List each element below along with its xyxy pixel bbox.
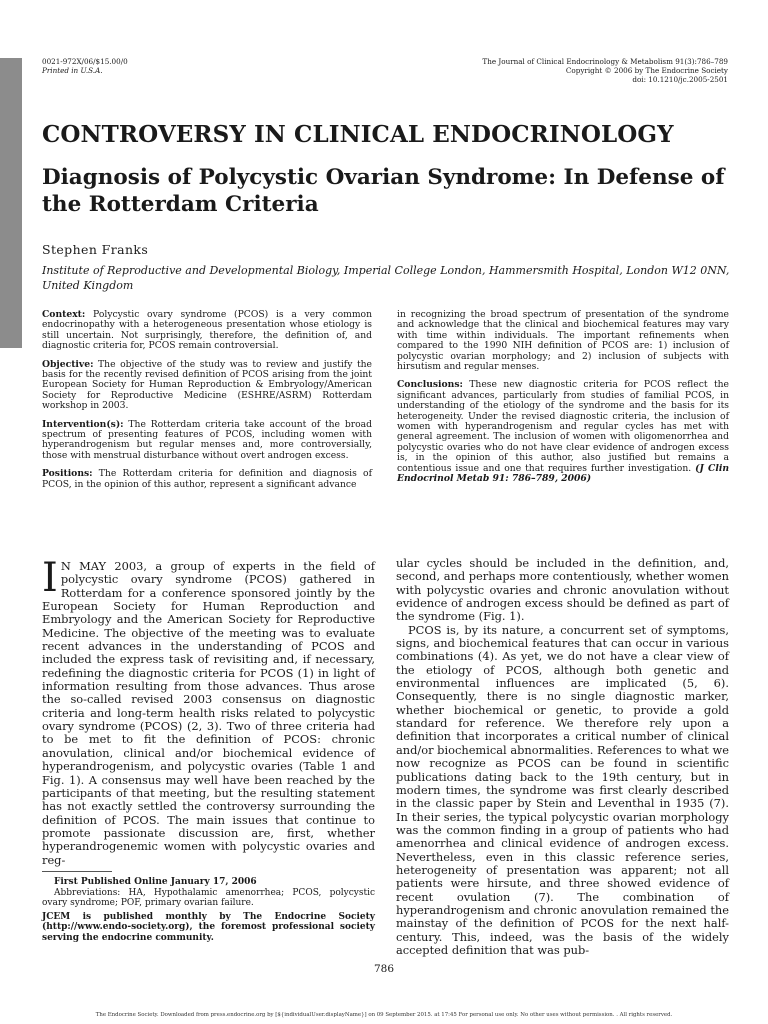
header-left — [42, 57, 128, 75]
section-title: CONTROVERSY IN CLINICAL ENDOCRINOLOGY — [42, 121, 674, 148]
journal-citation: (J Clin Endocrinol Metab 91: 786–789, 2006) — [397, 462, 729, 485]
download-notice: The Endocrine Society. Downloaded from press.endocrine.org by [${individualUser.displayName}] on 09 September 2015. at 17:45 For personal use only. No other uses without permission. . All rights reserved. — [95, 1012, 673, 1018]
published-online-note: First Published Online January 17, 2006 — [54, 877, 257, 887]
abstract-context — [42, 310, 372, 352]
abstract-positions — [42, 469, 372, 490]
positions-label: Positions: — [42, 468, 93, 480]
body-right-column — [396, 557, 729, 957]
copyright-line: Copyright © 2006 by The Endocrine Society — [565, 66, 728, 75]
doi-line: doi: 10.1210/jc.2005-2501 — [632, 75, 728, 84]
abstract-conclusions — [397, 380, 729, 484]
abbreviations-note: Abbreviations: HA, Hypothalamic amenorrhea; PCOS, polycystic ovary syndrome; POF, primary ovarian failure. — [42, 887, 375, 909]
objective-label: Objective: — [42, 358, 94, 370]
abstract-positions-continued: in recognizing the broad spectrum of presentation of the syndrome and acknowledge that the clinical and biochemical features may vary with time within individuals. The important refinements when compared to the 1990 NIH definition of PCOS are: 1) inclusion of polycystic ovarian morphology; and 2) inclusion of subjects with hirsutism and regular menses. — [397, 309, 729, 373]
abstract-objective — [42, 360, 372, 412]
body-left-column — [42, 555, 375, 867]
body-paragraph-1-continued: ular cycles should be included in the definition, and, second, and perhaps more contentiously, whether women with polycystic ovaries and chronic anovulation without evidence of androgen excess should be defined as part of the syndrome (Fig. 1). — [396, 556, 729, 624]
context-text: Polycystic ovary syndrome (PCOS) is a very common endocrinopathy with a heterogeneous presentation whose etiology is still uncertain. Not surprisingly, therefore, the definition of, and diagnostic criteria for, PCOS remain controversial. — [42, 309, 372, 352]
objective-text: The objective of the study was to review and justify the basis for the recently revised definition of PCOS arising from the joint European Society for Human Reproduction & Embryology/American Society for Reproductive Medicine (ESHRE/ASRM) Rotterdam workshop in 2003. — [42, 358, 372, 412]
body-paragraph-1-text: N MAY 2003, a group of experts in the field of polycystic ovary syndrome (PCOS) gathered in Rotterdam for a conference sponsored jointly by the European Society for Human Reproduction and Embryology and the American Society for Reproductive Medicine. The objective of the meeting was to evaluate recent advances in the understanding of PCOS and included the express task of revisiting and, if necessary, redefining the diagnostic criteria for PCOS (1) in light of information resulting from those advances. Thus arose the so-called revised 2003 consensus on diagnostic criteria and long-term health risks related to polycystic ovary syndrome (PCOS) (2, 3). Two of three criteria had to be met to fit the definition of PCOS: chronic anovulation, clinical and/or biochemical evidence of hyperandrogenism, and polycystic ovaries (Table 1 and Fig. 1). A consensus may well have been reached by the participants of that meeting, but the resulting statement has not exactly settled the controversy surrounding the definition of PCOS. The main issues that continue to promote passionate discussion are, first, whether hyperandrogenemic women with polycystic ovaries and reg- — [42, 559, 375, 867]
body-paragraph-2: PCOS is, by its nature, a concurrent set of symptoms, signs, and biochemical features that can occur in various combinations (4). As yet, we do not have a clear view of the etiology of PCOS, although both genetic and environmental influences are implicated (5, 6). Consequently, there is no single diagnostic marker, whether biochemical or genetic, to provide a gold standard for reference. We therefore rely upon a definition that incorporates a critical number of clinical and/or biochemical abnormalities. References to what we now recognize as PCOS can be found in scientific publications dating back to the 19th century, but in modern times, the syndrome was first clearly described in the classic paper by Stein and Leventhal in 1935 (7). In their series, the typical polycystic ovarian morphology was the common finding in a group of patients who had amenorrhea and clinical evidence of androgen excess. Nevertheless, even in this classic reference series, heterogeneity of presentation was apparent; not all patients were hirsute, and three showed evidence of recent ovulation (7). The combination of hyperandrogenism and chronic anovulation remained the mainstay of the definition of PCOS for the next half-century. This, indeed, was the basis of the widely accepted definition that was pub- — [396, 622, 729, 957]
conclusions-label: Conclusions: — [397, 379, 463, 391]
drop-cap: I — [42, 555, 58, 601]
intervention-label: Intervention(s): — [42, 418, 124, 430]
side-margin-bar — [0, 58, 22, 348]
positions-text: The Rotterdam criteria for definition and diagnosis of PCOS, in the opinion of this author, represent a significant advance — [42, 468, 372, 490]
abstract-left-column — [42, 310, 372, 498]
article-title: Diagnosis of Polycystic Ovarian Syndrome: In Defense of the Rotterdam Criteria — [42, 165, 725, 217]
intervention-text: The Rotterdam criteria take account of the broad spectrum of presenting features of PCOS, including women with hyperandrogenism but regular menses and, more controversially, those with menstrual disturbance without overt androgen excess. — [42, 418, 372, 461]
page-number: 786 — [373, 963, 395, 975]
abstract-right-column — [397, 310, 729, 493]
context-label: Context: — [42, 309, 86, 320]
jcem-note: JCEM is published monthly by The Endocrine Society (http://www.endo-society.org), the foremost professional society serving the endocrine community. — [42, 911, 375, 943]
author-name: Stephen Franks — [42, 242, 149, 257]
footnote-divider — [42, 871, 112, 872]
conclusions-text: These new diagnostic criteria for PCOS reflect the significant advances, particularly from studies of familial PCOS, in understanding of the etiology of the syndrome and the basis for its heterogeneity. Under the revised diagnostic criteria, the inclusion of women with hyperandrogenism and regular cycles has met with general agreement. The inclusion of women with oligomenorrhea and polycystic ovaries who do not have clear evidence of androgen excess is, in the opinion of this author, also justified but remains a contentious issue and one that requires further investigation. — [397, 379, 729, 474]
footnotes — [42, 877, 375, 944]
abstract-intervention — [42, 420, 372, 462]
issn-line: 0021-972X/06/$15.00/0 — [42, 57, 128, 66]
printed-line: Printed in U.S.A. — [42, 66, 103, 75]
body-paragraph-1 — [42, 555, 375, 867]
journal-line: The Journal of Clinical Endocrinology & Metabolism 91(3):786–789 — [482, 57, 728, 66]
header-right — [482, 57, 728, 84]
author-affiliation: Institute of Reproductive and Developmental Biology, Imperial College London, Hammersmith Hospital, London W12 0NN, United Kingdom — [42, 264, 730, 292]
